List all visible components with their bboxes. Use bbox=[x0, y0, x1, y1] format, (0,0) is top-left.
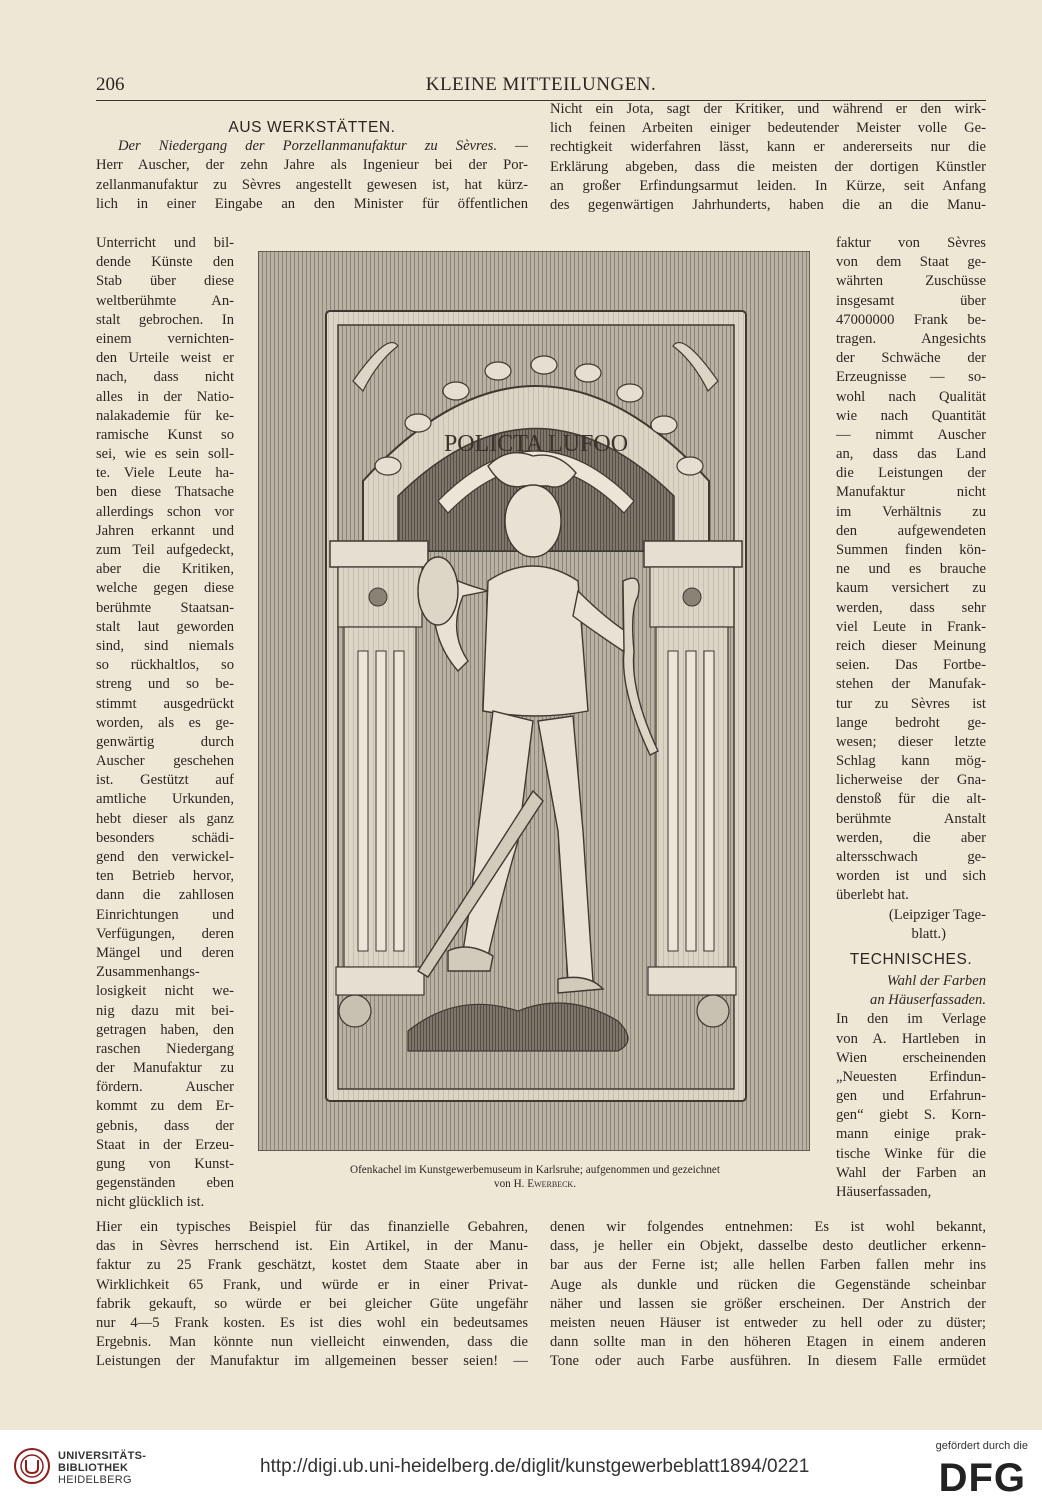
text-line: werden, die aber bbox=[836, 829, 986, 846]
text-line: Schlag kann mög- bbox=[836, 753, 986, 770]
text-line: gen“ giebt S. Korn- bbox=[836, 1107, 986, 1124]
text-line: zum Teil aufgedeckt, bbox=[96, 542, 234, 558]
left-bottom-text bbox=[96, 1218, 528, 1372]
text-line: 47000000 Frank be- bbox=[836, 311, 986, 328]
text-line: losigkeit nicht we- bbox=[96, 983, 234, 1000]
text-line: gend den verwickel- bbox=[96, 849, 234, 865]
right-bottom-text bbox=[550, 1218, 986, 1372]
text-line: denstoß für die alt- bbox=[836, 791, 986, 808]
text-line: Wahl der Farben an bbox=[836, 1164, 986, 1181]
text-line: te. Viele Leute ha- bbox=[96, 465, 234, 482]
text-line: dass, je heller ein Objekt, dasselbe desto deutlicher erkenn- bbox=[550, 1238, 986, 1255]
text-line: den Urteile weist er bbox=[96, 350, 234, 367]
banner-text: POLICTA LUFOO bbox=[443, 431, 629, 457]
text-line: welche gegen diese bbox=[96, 580, 234, 597]
text-line: raschen Niedergang bbox=[96, 1040, 234, 1057]
text-line: gegenständen eben bbox=[96, 1175, 234, 1192]
left-narrow-text bbox=[96, 234, 234, 1213]
text-line: Stab über diese bbox=[96, 273, 234, 290]
text-line: Erklärung abgeben, dass die meisten der dortigen Künstler bbox=[550, 158, 986, 175]
text-line: genwärtig durch bbox=[96, 733, 234, 750]
text-line: rechtigkeit widerfahren lässt, kann er andererseits nur die bbox=[550, 139, 986, 156]
technisches-heading: TECHNISCHES. bbox=[849, 950, 973, 968]
text-line: wesen; dieser letzte bbox=[836, 733, 986, 750]
text-line: berühmte Staatsan- bbox=[96, 599, 234, 616]
text-line: ten Betrieb hervor, bbox=[96, 868, 234, 885]
dfg-logo: DFG bbox=[938, 1456, 1026, 1500]
text-line: Tone oder auch Farbe ausführen. In diesem Falle ermüdet bbox=[550, 1353, 986, 1370]
text-line: amtliche Urkunden, bbox=[96, 791, 234, 808]
text-line: fabrik gekauft, so würde er bei gleicher Güte ungefähr bbox=[96, 1295, 528, 1312]
text-line: Jahren erkannt und bbox=[96, 522, 234, 539]
text-line: von dem Staat ge- bbox=[836, 254, 986, 271]
subheading-1: Wahl der Farben bbox=[886, 972, 986, 989]
text-line: stalt laut geworden bbox=[96, 618, 234, 635]
text-line: Herr Auscher, der zehn Jahre als Ingenieur bei der Por- bbox=[96, 157, 528, 174]
text-line: worden ist und sich bbox=[836, 868, 986, 885]
text-line: kaum versichert zu bbox=[836, 580, 986, 597]
text-line: insgesamt über bbox=[836, 292, 986, 309]
text-line: streng und so be- bbox=[96, 676, 234, 693]
text-line: die Leistungen der bbox=[836, 465, 986, 482]
text-line: einem vernichten- bbox=[96, 330, 234, 347]
text-line: aber die Kritiken, bbox=[96, 561, 234, 578]
text-line: zellanmanufaktur zu Sèvres angestellt gewesen ist, hat kürz- bbox=[96, 176, 528, 193]
left-column-bottom bbox=[96, 1218, 528, 1372]
running-title: KLEINE MITTEILUNGEN. bbox=[425, 74, 657, 95]
subheading-2: an Häuserfassaden. bbox=[870, 992, 986, 1009]
right-top-text bbox=[550, 100, 986, 215]
caption-prefix: von H. bbox=[493, 1178, 525, 1190]
text-line: Leistungen der Manufaktur im allgemeinen besser seien! — bbox=[96, 1353, 528, 1370]
page-number: 206 bbox=[96, 74, 125, 95]
text-line: reich dieser Meinung bbox=[836, 637, 986, 654]
text-line: ist. Gestützt auf bbox=[96, 772, 234, 789]
text-line: dann sollte man in den höheren Etagen in einem anderen bbox=[550, 1334, 986, 1351]
text-line: Zusammenhangs- bbox=[96, 964, 200, 981]
text-line: nur 4—5 Frank kosten. Es ist dies wohl ein bedeutsames bbox=[96, 1314, 528, 1331]
text-line: bar aus der Ferne ist; alle hellen Farben fallen mehr ins bbox=[550, 1257, 986, 1274]
text-line: — nimmt Auscher bbox=[836, 426, 986, 443]
text-line: währten Zuschüsse bbox=[836, 273, 986, 290]
text-line: ben diese Thatsache bbox=[96, 484, 234, 501]
text-line: allerdings schon vor bbox=[96, 503, 234, 520]
library-name bbox=[58, 1450, 146, 1486]
text-line: des gegenwärtigen Jahrhunderts, haben die an die Manu- bbox=[550, 196, 986, 213]
university-seal-icon bbox=[12, 1446, 52, 1486]
text-line: sind, sind niemals bbox=[96, 637, 234, 654]
text-line: seien. Das Fortbe- bbox=[836, 657, 986, 674]
text-line: dann die zahllosen bbox=[96, 887, 234, 904]
library-line-3: HEIDELBERG bbox=[58, 1474, 132, 1486]
text-line: ne und es brauche bbox=[836, 561, 986, 578]
text-line: dende Künste den bbox=[96, 254, 234, 271]
text-line: kommt zu dem Er- bbox=[96, 1098, 234, 1115]
text-line: Ergebnis. Man könnte nun vielleicht einwenden, dass die bbox=[96, 1334, 528, 1351]
text-line: an großer Erfindungsarmut leiden. In Kürze, seit Anfang bbox=[550, 177, 986, 194]
right-narrow-text-2 bbox=[836, 1010, 986, 1202]
footer-bar bbox=[0, 1430, 1042, 1509]
text-line: faktur von Sèvres bbox=[836, 235, 986, 251]
page-header bbox=[96, 74, 986, 101]
left-column-top bbox=[96, 118, 528, 214]
text-line: Staat in der Erzeu- bbox=[96, 1136, 234, 1153]
text-line: an, dass das Land bbox=[836, 446, 986, 463]
text-line: nig dazu mit bei- bbox=[96, 1002, 234, 1019]
text-line: stimmt ausgedrückt bbox=[96, 695, 234, 712]
text-line: licherweise der Gna- bbox=[836, 772, 986, 789]
text-line: ramische Kunst so bbox=[96, 426, 234, 443]
left-top-text bbox=[96, 137, 528, 214]
library-line-2: BIBLIOTHEK bbox=[58, 1462, 129, 1474]
text-line: viel Leute in Frank- bbox=[836, 618, 986, 635]
text-line: Der Niedergang der Porzellanmanufaktur zu Sèvres. — bbox=[118, 138, 528, 155]
text-line: Einrichtungen und bbox=[96, 906, 234, 923]
text-line: stehen der Manufak- bbox=[836, 676, 986, 693]
text-line: den aufgewendeten bbox=[836, 522, 986, 539]
source-url-link[interactable]: http://digi.ub.uni-heidelberg.de/diglit/kunstgewerbeblatt1894/0221 bbox=[260, 1456, 810, 1477]
text-line: In den im Verlage bbox=[836, 1011, 986, 1028]
text-line: denen wir folgendes entnehmen: Es ist wohl bekannt, bbox=[550, 1219, 986, 1235]
text-line: meisten neuen Häuser ist entweder zu hell oder zu düster; bbox=[550, 1314, 986, 1331]
text-line: wohl nach Qualität bbox=[836, 388, 986, 405]
text-line: von A. Hartleben in bbox=[836, 1030, 986, 1047]
text-line: der Schwäche der bbox=[836, 350, 986, 367]
text-line: tur zu Sèvres ist bbox=[836, 695, 986, 712]
text-line: Mängel und deren bbox=[96, 944, 234, 961]
text-line: Hier ein typisches Beispiel für das finanzielle Gebahren, bbox=[96, 1219, 528, 1235]
right-narrow-column bbox=[836, 234, 986, 1202]
right-column-top bbox=[550, 100, 986, 215]
text-line: Summen finden kön- bbox=[836, 542, 986, 558]
text-line: faktur zu 25 Frank geschätzt, kostet dem Staate aber in bbox=[96, 1257, 528, 1274]
text-line: werden, dass sehr bbox=[836, 599, 986, 616]
text-line: Erzeugnisse — so- bbox=[836, 369, 986, 386]
text-line: nach, dass nicht bbox=[96, 369, 234, 386]
text-line: alles in der Natio- bbox=[96, 388, 234, 405]
text-line: Wirklichkeit 65 Frank, und würde er in einer Privat- bbox=[96, 1276, 528, 1293]
library-line-1: UNIVERSITÄTS- bbox=[58, 1450, 147, 1462]
funded-by-label: gefördert durch die bbox=[935, 1440, 1028, 1452]
text-line: hebt dieser als ganz bbox=[96, 810, 234, 827]
source-citation-1: (Leipziger Tage- bbox=[888, 906, 986, 923]
caption-line-1: Ofenkachel im Kunstgewerbemuseum in Karlsruhe; aufgenommen und gezeichnet bbox=[350, 1164, 720, 1176]
text-line: Wien erscheinenden bbox=[836, 1049, 986, 1066]
text-line: nalakademie für ke- bbox=[96, 407, 234, 424]
figure-caption bbox=[240, 1163, 830, 1191]
text-line: altersschwach ge- bbox=[836, 849, 986, 865]
text-line: lange bedroht ge- bbox=[836, 714, 986, 731]
source-citation-2: blatt.) bbox=[911, 925, 946, 942]
text-line: berühmte Anstalt bbox=[836, 810, 986, 827]
caption-author: Ewerbeck. bbox=[527, 1178, 576, 1190]
text-line: wie nach Quantität bbox=[836, 407, 986, 424]
text-line: stalt gebrochen. In bbox=[96, 311, 234, 328]
text-line: worden, als es ge- bbox=[96, 714, 234, 731]
text-line: überlebt hat. bbox=[836, 887, 909, 904]
right-column-bottom bbox=[550, 1218, 986, 1372]
text-line: gung von Kunst- bbox=[96, 1156, 234, 1172]
text-line: lich feinen Arbeiten einiger bedeutender Meister volle Ge- bbox=[550, 120, 986, 137]
text-line: der Manufaktur zu bbox=[96, 1060, 234, 1077]
text-line: so rückhaltlos, so bbox=[96, 657, 234, 674]
text-line: „Neuesten Erfindun- bbox=[836, 1068, 986, 1085]
text-line: Verfügungen, deren bbox=[96, 925, 234, 942]
left-narrow-column bbox=[96, 234, 234, 1213]
stove-tile-engraving bbox=[258, 251, 810, 1151]
text-line: lich in einer Eingabe an den Minister für öffentlichen bbox=[96, 195, 528, 212]
text-line: nicht glücklich ist. bbox=[96, 1194, 205, 1211]
text-line: Auscher geschehen bbox=[96, 753, 234, 770]
caption-line-2 bbox=[240, 1177, 830, 1191]
text-line: im Verhältnis zu bbox=[836, 503, 986, 520]
text-line: fördern. Auscher bbox=[96, 1079, 234, 1096]
text-line: besonders schädi- bbox=[96, 829, 234, 846]
text-line: Nicht ein Jota, sagt der Kritiker, und während er den wirk- bbox=[550, 101, 986, 117]
text-line: Unterricht und bil- bbox=[96, 235, 234, 251]
text-line: tische Winke für die bbox=[836, 1145, 986, 1162]
text-line: Manufaktur nicht bbox=[836, 484, 986, 501]
text-line: tragen. Angesichts bbox=[836, 330, 986, 347]
text-line: mann einige prak- bbox=[836, 1126, 986, 1143]
text-line: sei, wie es sein soll- bbox=[96, 446, 234, 463]
text-line: weltberühmte An- bbox=[96, 292, 234, 309]
section-heading: AUS WERKSTÄTTEN. bbox=[228, 119, 396, 136]
text-line: Auge als dunkle und rücken die Gegenstände scheinbar bbox=[550, 1276, 986, 1293]
text-line: gebnis, dass der bbox=[96, 1117, 234, 1134]
text-line: getragen haben, den bbox=[96, 1021, 234, 1038]
text-line: Häuserfassaden, bbox=[836, 1184, 932, 1200]
text-line: gen und Erfahrun- bbox=[836, 1088, 986, 1105]
right-narrow-text bbox=[836, 234, 986, 906]
text-line: das in Sèvres herrschend ist. Ein Artikel, in der Manu- bbox=[96, 1238, 528, 1255]
text-line: näher und lassen sie größer erscheinen. Der Anstrich der bbox=[550, 1295, 986, 1312]
